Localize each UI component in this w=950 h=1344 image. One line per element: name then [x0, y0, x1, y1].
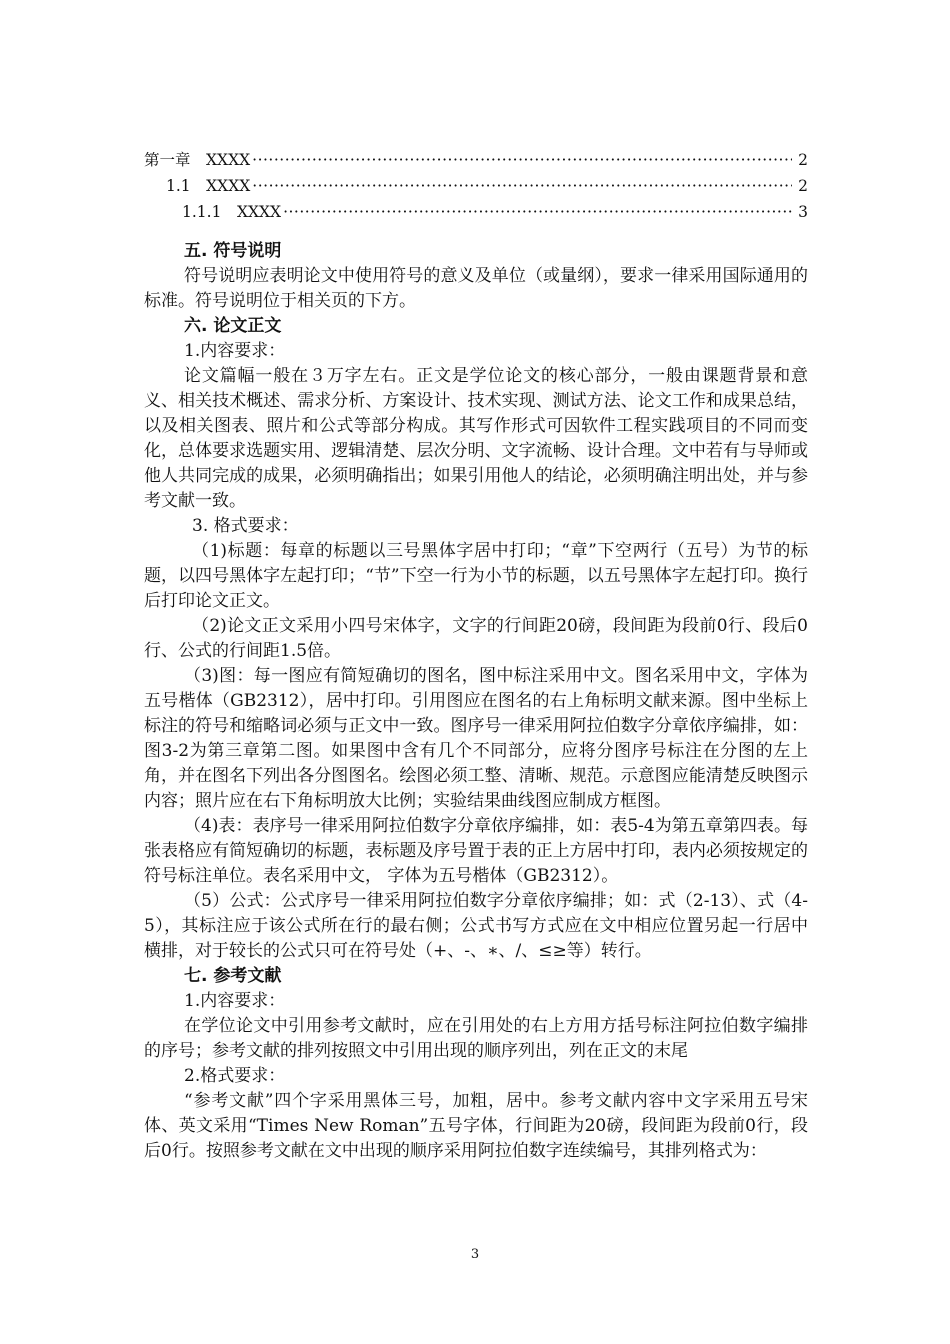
toc-entry-label: 第一章 XXXX — [144, 151, 251, 169]
section-heading-symbols: 五. 符号说明 — [184, 241, 282, 261]
section-heading-main-text: 六. 论文正文 — [184, 316, 282, 336]
toc-entry-page: 2 — [798, 177, 808, 195]
toc-entry-label: 1.1 XXXX — [166, 177, 251, 195]
subheading: 2.格式要求： — [184, 1066, 286, 1086]
list-item: （4)表：表序号一律采用阿拉伯数字分章依序编排，如：表5-4为第五章第四表。每张表格应有简短确切的标题，表标题及序号置于表的正上方居中打印，表内必须按规定的符号标注单位。表名采用中文， 字体为五号楷体（GB2312）。 — [144, 816, 808, 886]
toc-entry[interactable] — [144, 173, 808, 199]
paragraph: 在学位论文中引用参考文献时，应在引用处的右上方用方括号标注阿拉伯数字编排的序号；参考文献的排列按照文中引用出现的顺序列出，列在正文的末尾 — [144, 1016, 808, 1061]
paragraph: “参考文献”四个字采用黑体三号，加粗，居中。参考文献内容中文字采用五号宋体、英文采用“Times New Roman”五号字体，行间距为20磅，段间距为段前0行，段后0行。按照参考文献在文中出现的顺序采用阿拉伯数字连续编号，其排列格式为： — [144, 1091, 808, 1161]
list-item: （3)图：每一图应有简短确切的图名，图中标注采用中文。图名采用中文，字体为五号楷体（GB2312），居中打印。引用图应在图名的右上角标明文献来源。图中坐标上标注的符号和缩略词必须与正文中一致。图序号一律采用阿拉伯数字分章依序编排，如：图3-2为第三章第二图。如果图中含有几个不同部分，应将分图序号标注在分图的左上角，并在图名下列出各分图图名。绘图必须工整、清晰、规范。示意图应能清楚反映图示内容；照片应在右下角标明放大比例；实验结果曲线图应制成方框图。 — [144, 666, 808, 811]
page-content — [144, 147, 808, 1164]
page-number: 3 — [470, 1247, 480, 1262]
list-item: （2)论文正文采用小四号宋体字，文字的行间距20磅，段间距为段前0行、段后0行、公式的行间距1.5倍。 — [144, 616, 808, 661]
subheading: 1.内容要求： — [184, 341, 286, 361]
paragraph: 论文篇幅一般在３万字左右。正文是学位论文的核心部分，一般由课题背景和意义、相关技术概述、需求分析、方案设计、技术实现、测试方法、论文工作和成果总结，以及相关图表、照片和公式等部分构成。其写作形式可因软件工程实践项目的不同而变化，总体要求选题实用、逻辑清楚、层次分明、文字流畅、设计合理。文中若有与导师或他人共同完成的成果，必须明确指出；如果引用他人的结论，必须明确注明出处，并与参考文献一致。 — [144, 366, 808, 511]
list-item: （5）公式：公式序号一律采用阿拉伯数字分章依序编排；如：式（2-13）、式（4-5），其标注应于该公式所在行的最右侧；公式书写方式应在文中相应位置另起一行居中横排，对于较长的公式只可在符号处（+、-、∗、/、≤≥等）转行。 — [144, 891, 808, 961]
toc-leader-dots — [252, 147, 792, 173]
toc-leader-dots — [252, 173, 792, 199]
section-heading-references: 七. 参考文献 — [184, 966, 282, 986]
paragraph: 符号说明应表明论文中使用符号的意义及单位（或量纲），要求一律采用国际通用的标准。符号说明位于相关页的下方。 — [144, 266, 808, 311]
subheading: 1.内容要求： — [184, 991, 286, 1011]
toc-entry-label: 1.1.1 XXXX — [182, 203, 282, 221]
list-item: （1)标题：每章的标题以三号黑体字居中打印；“章”下空两行（五号）为节的标题，以四号黑体字左起打印；“节”下空一行为小节的标题，以五号黑体字左起打印。换行后打印论文正文。 — [144, 541, 808, 611]
spacer — [144, 225, 808, 239]
toc-leader-dots — [283, 199, 792, 225]
toc-entry[interactable] — [144, 199, 808, 225]
subheading: 3. 格式要求： — [192, 516, 299, 536]
toc-entry-page: 2 — [798, 151, 808, 169]
toc-entry[interactable] — [144, 147, 808, 173]
toc-entry-page: 3 — [798, 203, 808, 221]
